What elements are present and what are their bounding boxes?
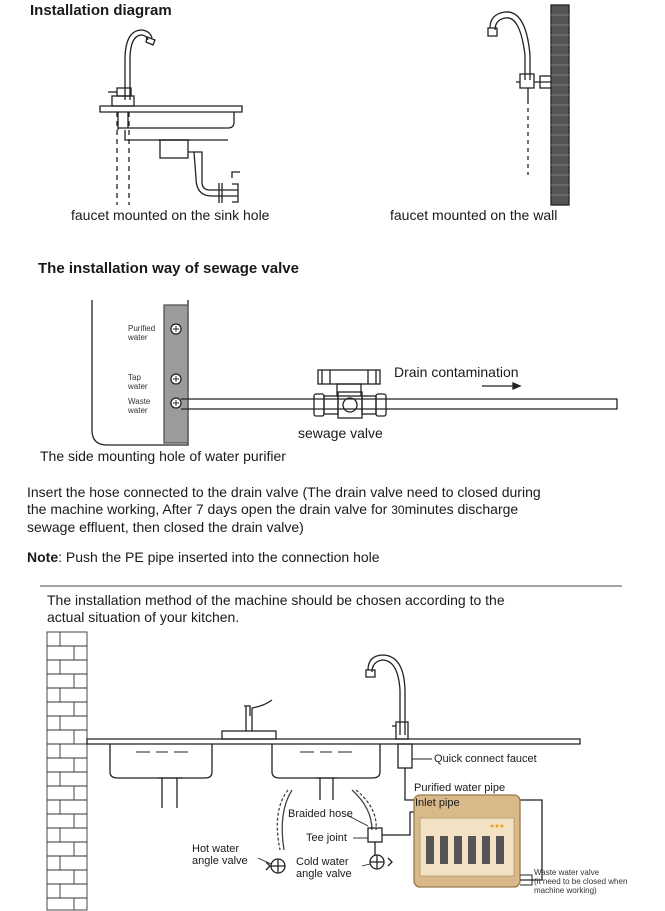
section1-title: Installation diagram <box>30 2 172 19</box>
label-hot-water-angle-valve: Hot water angle valve <box>192 843 248 867</box>
drain-contamination-label: Drain contamination <box>394 364 519 380</box>
caption-sink-mounted: faucet mounted on the sink hole <box>71 207 270 223</box>
side-mounting-caption: The side mounting hole of water purifier <box>40 448 286 464</box>
wall-faucet-drawing <box>488 12 552 175</box>
label-purified-water-pipe: Purified water pipe <box>414 782 506 794</box>
section2-title: The installation way of sewage valve <box>38 260 299 277</box>
sink-faucet-drawing <box>100 30 242 205</box>
instructions-paragraph <box>27 484 647 536</box>
caption-wall-mounted: faucet mounted on the wall <box>390 207 558 223</box>
label-waste-water-valve: Waste water valve (it need to be closed when machine working) <box>534 868 628 895</box>
instructions-line1: Insert the hose connected to the drain valve (The drain valve need to closed during <box>27 484 541 500</box>
label-braided-hose: Braided hose <box>288 808 353 820</box>
kitchen-brick-wall <box>47 632 87 910</box>
section3-intro: The installation method of the machine should be chosen according to the actual situation of your kitchen. <box>47 592 505 625</box>
note-line <box>27 549 380 566</box>
label-tee-joint: Tee joint <box>306 832 347 844</box>
note-label: Note <box>27 549 59 565</box>
label-inlet-pipe: Inlet pipe <box>415 797 460 809</box>
countertop <box>87 739 580 744</box>
port-label-purified: Purified water <box>128 324 156 342</box>
sewage-valve-label: sewage valve <box>298 425 383 441</box>
port-label-waste: Waste water <box>128 397 151 415</box>
label-quick-connect-faucet: Quick connect faucet <box>434 753 537 765</box>
instructions-line3: sewage effluent, then closed the drain valve) <box>27 519 304 535</box>
note-text: : Push the PE pipe inserted into the connection hole <box>58 549 380 565</box>
instructions-line2: the machine working, After 7 days open the drain valve for 30minutes discharge <box>27 501 519 517</box>
label-cold-water-angle-valve: Cold water angle valve <box>296 856 352 880</box>
port-label-tap: Tap water <box>128 373 148 391</box>
